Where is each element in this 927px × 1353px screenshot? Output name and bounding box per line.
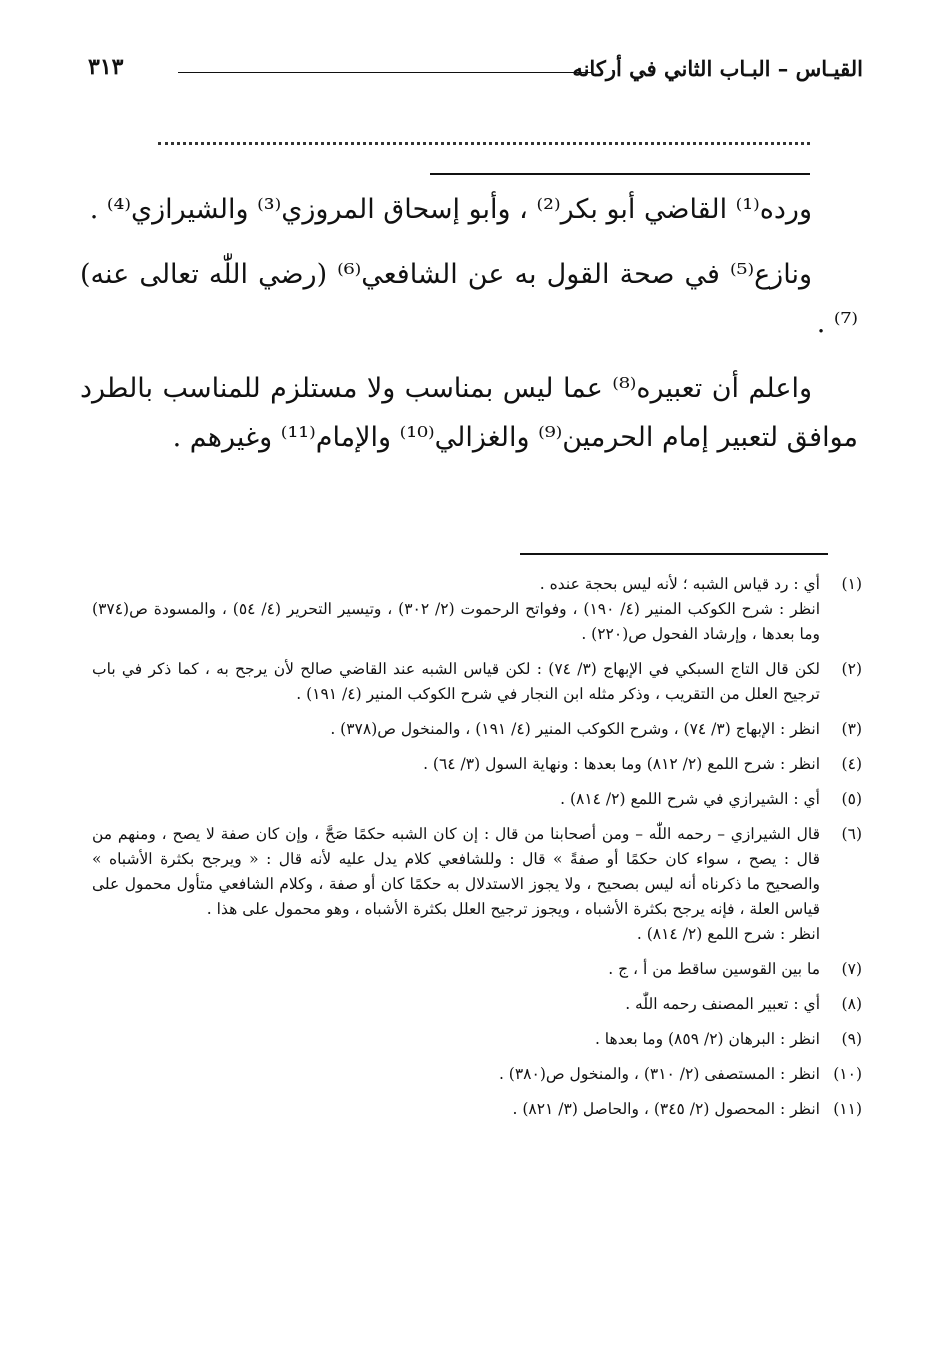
footnote-rule — [520, 553, 828, 555]
main-text — [80, 185, 858, 478]
footnote-5 — [92, 787, 862, 812]
footnote-4 — [92, 752, 862, 777]
paragraph-3: واعلم أن تعبيره⁽⁸⁾ عما ليس بمناسب ولا مستلزم للمناسب بالطرد موافق لتعبير إمام الحرمين⁽⁹⁾ والغزالي⁽¹⁰⁾ والإمام⁽¹¹⁾ وغيرهم . — [80, 373, 858, 453]
footnote-line: انظر : البرهان (٢/ ٨٥٩) وما بعدها . — [594, 1030, 820, 1048]
footnote-number: (٦) — [841, 825, 862, 843]
footnote-number: (٧) — [841, 960, 862, 978]
footnote-number: (١٠) — [833, 1065, 862, 1083]
header-rule — [178, 72, 591, 73]
page-header — [88, 52, 863, 92]
footnotes — [92, 572, 862, 1132]
footnote-line: أي : رد قياس الشبه ؛ لأنه ليس بحجة عنده . — [539, 575, 820, 593]
footnote-number: (٤) — [841, 755, 862, 773]
footnote-line: انظر : شرح اللمع (٢/ ٨١٤) . — [636, 925, 820, 943]
running-head: القيـاس – البـاب الثاني في أركانه — [572, 56, 863, 81]
footnote-line: انظر : شرح اللمع (٢/ ٨١٢) وما بعدها : ونهاية السول (٣/ ٦٤) . — [423, 755, 820, 773]
footnote-line: انظر : الإبهاج (٣/ ٧٤) ، وشرح الكوكب المنير (٤/ ١٩١) ، والمنخول ص(٣٧٨) . — [330, 720, 820, 738]
footnote-1 — [92, 572, 862, 647]
paragraph-2: ونازع⁽⁵⁾ في صحة القول به عن الشافعي⁽⁶⁾ (رضي اللّٰه تعالى عنه)⁽⁷⁾ . — [80, 259, 858, 339]
page-number: ٣١٣ — [88, 54, 124, 80]
footnote-line: لكن قال التاج السبكي في الإبهاج (٣/ ٧٤) : لكن قياس الشبه عند القاضي صالح لأن يرجح به ، كما ذكر في باب ترجيح العلل من التقريب ، وذكر مثله ابن النجار في شرح الكوكب المنير (٤/ ١٩١) . — [92, 660, 820, 703]
footnote-6 — [92, 822, 862, 947]
footnote-line: انظر : شرح الكوكب المنير (٤/ ١٩٠) ، وفواتح الرحموت (٢/ ٣٠٢) ، وتيسير التحرير (٤/ ٥٤) ، والمسودة ص(٣٧٤) وما بعدها ، وإرشاد الفحول ص(٢٢٠) . — [92, 600, 821, 643]
footnote-3 — [92, 717, 862, 742]
footnote-number: (٨) — [841, 995, 862, 1013]
footnote-line: انظر : المستصفى (٢/ ٣١٠) ، والمنخول ص(٣٨٠) . — [498, 1065, 820, 1083]
footnote-line: أي : الشيرازي في شرح اللمع (٢/ ٨١٤) . — [560, 790, 820, 808]
footnote-number: (٢) — [841, 660, 862, 678]
footnote-line: أي : تعبير المصنف رحمه اللّٰه . — [625, 995, 820, 1013]
footnote-number: (٣) — [841, 720, 862, 738]
footnote-10 — [92, 1062, 862, 1087]
footnote-2 — [92, 657, 862, 707]
footnote-number: (٥) — [841, 790, 862, 808]
section-rule — [430, 173, 810, 175]
paragraph-1: ورده⁽¹⁾ القاضي أبو بكر⁽²⁾ ، وأبو إسحاق المروزي⁽³⁾ والشيرازي⁽⁴⁾ . — [89, 194, 812, 225]
footnote-line: ما بين القوسين ساقط من أ ، ج . — [608, 960, 820, 978]
footnote-7 — [92, 957, 862, 982]
footnote-8 — [92, 992, 862, 1017]
footnote-number: (١) — [841, 575, 862, 593]
footnote-number: (١١) — [833, 1100, 862, 1118]
footnote-number: (٩) — [841, 1030, 862, 1048]
footnote-11 — [92, 1097, 862, 1122]
footnote-line: انظر : المحصول (٢/ ٣٤٥) ، والحاصل (٣/ ٨٢١) . — [512, 1100, 820, 1118]
footnote-line: قال الشيرازي – رحمه اللّٰه – ومن أصحابنا من قال : إن كان الشبه حكمًا صَحَّ ، وإن كان صفة لا يصح ، ومنهم من قال : يصح ، سواء كان حكمًا أو صفةً » قال : وللشافعي كلام يدل عليه لأنه قال : « ويرجح بكثرة الأشباه » والصحيح ما ذكرناه أنه ليس بصحيح ، ولا يجوز الاستدلال به حكمًا كان أو صفة ، وكلام الشافعي متأول محمول على قياس العلة ، فإنه يرجح بكثرة الأشباه ، ويجوز ترجيح العلل بكثرة الأشباه ، وهو محمول على هذا . — [92, 825, 820, 918]
dotted-separator — [158, 142, 810, 145]
footnote-9 — [92, 1027, 862, 1052]
